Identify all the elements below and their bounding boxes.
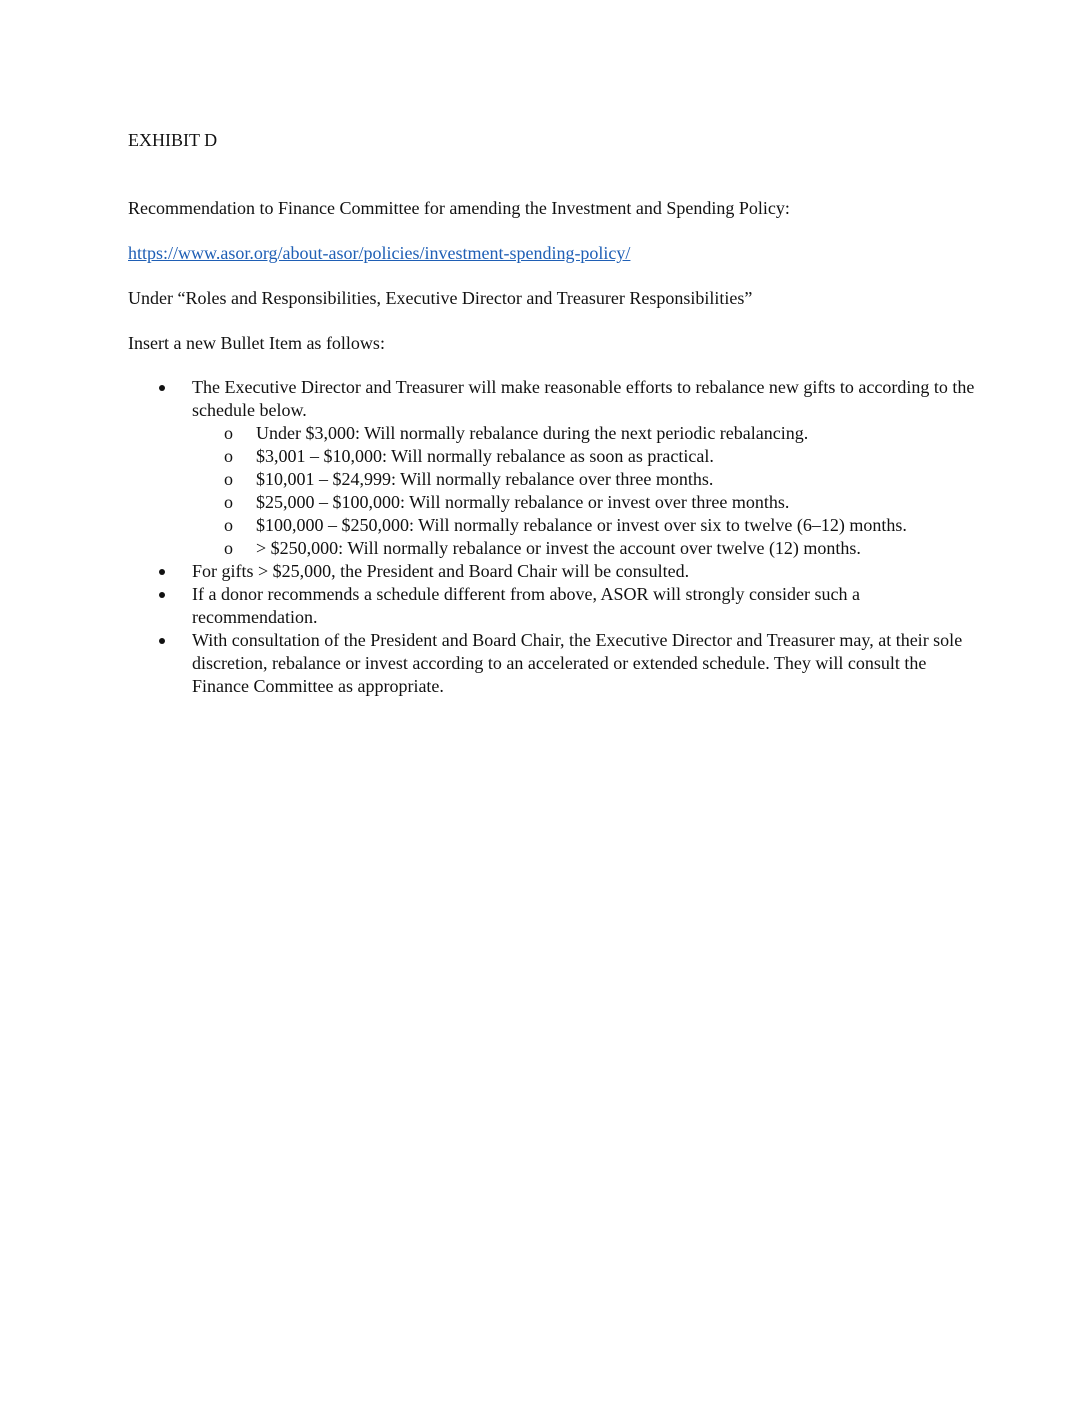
bullet-icon <box>159 569 165 575</box>
bullet-icon <box>159 638 165 644</box>
sub-bullet-icon: o <box>224 446 233 466</box>
sub-list-item <box>192 445 978 468</box>
sub-list-item <box>192 514 978 537</box>
sub-list <box>192 422 978 560</box>
bullet-text: The Executive Director and Treasurer will make reasonable efforts to rebalance new gifts to according to the schedule below. <box>192 377 975 420</box>
sub-item-text: $3,001 – $10,000: Will normally rebalance as soon as practical. <box>256 446 714 466</box>
bullet-icon <box>159 385 165 391</box>
sub-bullet-icon: o <box>224 492 233 512</box>
recommendation-text: Recommendation to Finance Committee for amending the Investment and Spending Policy: <box>128 198 790 218</box>
bullet-text: If a donor recommends a schedule different from above, ASOR will strongly consider such a recommendation. <box>192 584 860 627</box>
policy-link[interactable]: https://www.asor.org/about-asor/policies/investment-spending-policy/ <box>128 243 631 263</box>
sub-item-text: Under $3,000: Will normally rebalance during the next periodic rebalancing. <box>256 423 809 443</box>
sub-bullet-icon: o <box>224 423 233 443</box>
sub-list-item <box>192 422 978 445</box>
bullet-item <box>128 583 978 629</box>
sub-item-text: $10,001 – $24,999: Will normally rebalance over three months. <box>256 469 714 489</box>
sub-item-text: > $250,000: Will normally rebalance or invest the account over twelve (12) months. <box>256 538 861 558</box>
bullet-text: For gifts > $25,000, the President and Board Chair will be consulted. <box>192 561 690 581</box>
sub-item-text: $100,000 – $250,000: Will normally rebalance or invest over six to twelve (6–12) months. <box>256 515 907 535</box>
sub-bullet-icon: o <box>224 469 233 489</box>
exhibit-title: EXHIBIT D <box>128 130 218 150</box>
sub-bullet-icon: o <box>224 538 233 558</box>
sub-list-item <box>192 537 978 560</box>
sub-list-item <box>192 491 978 514</box>
sub-item-text: $25,000 – $100,000: Will normally rebalance or invest over three months. <box>256 492 790 512</box>
bullet-item <box>128 560 978 583</box>
bullet-item <box>128 629 978 698</box>
bullet-icon <box>159 592 165 598</box>
bullet-item <box>128 376 978 560</box>
under-heading: Under “Roles and Responsibilities, Executive Director and Treasurer Responsibilities” <box>128 288 753 308</box>
insert-instruction: Insert a new Bullet Item as follows: <box>128 333 385 353</box>
sub-bullet-icon: o <box>224 515 233 535</box>
sub-list-item <box>192 468 978 491</box>
bullet-text: With consultation of the President and Board Chair, the Executive Director and Treasurer may, at their sole discretion, rebalance or invest according to an accelerated or extended schedule. They will consult the Finance Committee as appropriate. <box>192 630 963 696</box>
bullet-list <box>128 376 978 698</box>
